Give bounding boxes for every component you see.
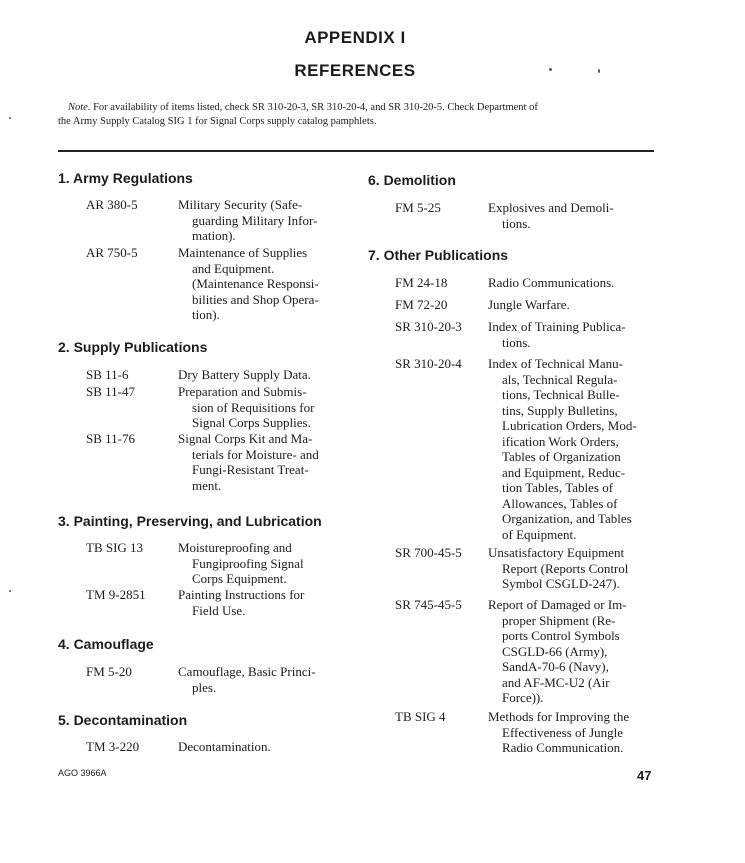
scan-speck [9,117,11,119]
reference-code: FM 24-18 [395,275,448,290]
reference-code: SB 11-6 [86,367,129,382]
section-heading-camouflage: 4. Camouflage [58,636,154,652]
reference-title: Moistureproofing and Fungiproofing Signal Corps Equipment. [178,540,304,586]
section-heading-other-publications: 7. Other Publications [368,247,509,263]
reference-title: Index of Training Publica- tions. [488,319,626,350]
note-text: For availability of items listed, check SR 310-20-3, SR 310-20-4, and SR 310-20-5. Check Department of [93,102,538,113]
reference-code: TM 3-220 [86,739,140,754]
reference-code: FM 5-25 [395,200,441,215]
reference-code: SR 310-20-4 [395,356,462,371]
reference-title: Explosives and Demoli- tions. [488,200,614,231]
reference-title: Preparation and Submis- sion of Requisitions for Signal Corps Supplies. [178,384,315,430]
reference-title: Unsatisfactory Equipment Report (Reports Control Symbol CSGLD-247). [488,545,629,591]
ago-number: AGO 3966A [58,768,107,778]
references-title: REFERENCES [294,61,416,80]
reference-code: SR 310-20-3 [395,319,462,334]
section-heading-supply-publications: 2. Supply Publications [58,339,208,355]
reference-title: Decontamination. [178,739,271,754]
page-number: 47 [637,768,652,783]
reference-code: SR 745-45-5 [395,597,462,612]
reference-title: Painting Instructions for Field Use. [178,587,305,618]
section-heading-painting-preserving-lubrication: 3. Painting, Preserving, and Lubrication [58,513,322,529]
reference-title: Camouflage, Basic Princi- ples. [178,664,316,695]
reference-title: Dry Battery Supply Data. [178,367,311,382]
reference-code: FM 5-20 [86,664,132,679]
reference-title: Report of Damaged or Im- proper Shipment (Re- ports Control Symbols CSGLD-66 (Army), SandA-70-6 (Navy), and AF-MC-U2 (Air Force)). [488,597,627,705]
reference-code: SB 11-76 [86,431,135,446]
reference-title: Methods for Improving the Effectiveness of Jungle Radio Communication. [488,709,630,755]
reference-code: SR 700-45-5 [395,545,462,560]
section-heading-demolition: 6. Demolition [368,172,456,188]
note-label: Note. [68,102,91,113]
reference-title: Military Security (Safe- guarding Military Infor- mation). [178,197,318,243]
scan-speck [549,68,552,71]
reference-code: AR 750-5 [86,245,138,260]
reference-title: Signal Corps Kit and Ma- terials for Moisture- and Fungi-Resistant Treat- ment. [178,431,319,493]
section-heading-army-regulations: 1. Army Regulations [58,170,193,186]
reference-code: FM 72-20 [395,297,448,312]
scan-speck [598,69,600,73]
reference-title: Radio Communications. [488,275,615,290]
scan-speck [9,590,11,592]
reference-code: TB SIG 13 [86,540,144,555]
reference-title: Index of Technical Manu- als, Technical Regula- tions, Technical Bulle- tins, Supply Bulletins, Lubrication Orders, Mod- ification Work Orders, Tables of Organization and Equipment, Reduc- tion Tables, Tables of Allowances, Tables of Organization, and Tables of Equipment. [488,356,637,542]
note-line-2: the Army Supply Catalog SIG 1 for Signal Corps supply catalog pamphlets. [58,116,377,127]
note-line-1 [58,101,658,115]
header-divider [58,150,654,152]
reference-code: AR 380-5 [86,197,138,212]
appendix-title: APPENDIX I [304,28,406,47]
reference-code: SB 11-47 [86,384,135,399]
reference-title: Jungle Warfare. [488,297,570,312]
section-heading-decontamination: 5. Decontamination [58,712,188,728]
reference-code: TB SIG 4 [395,709,446,724]
reference-title: Maintenance of Supplies and Equipment. (Maintenance Responsi- bilities and Shop Opera- tion). [178,245,319,322]
availability-note [58,101,658,129]
reference-code: TM 9-2851 [86,587,146,602]
